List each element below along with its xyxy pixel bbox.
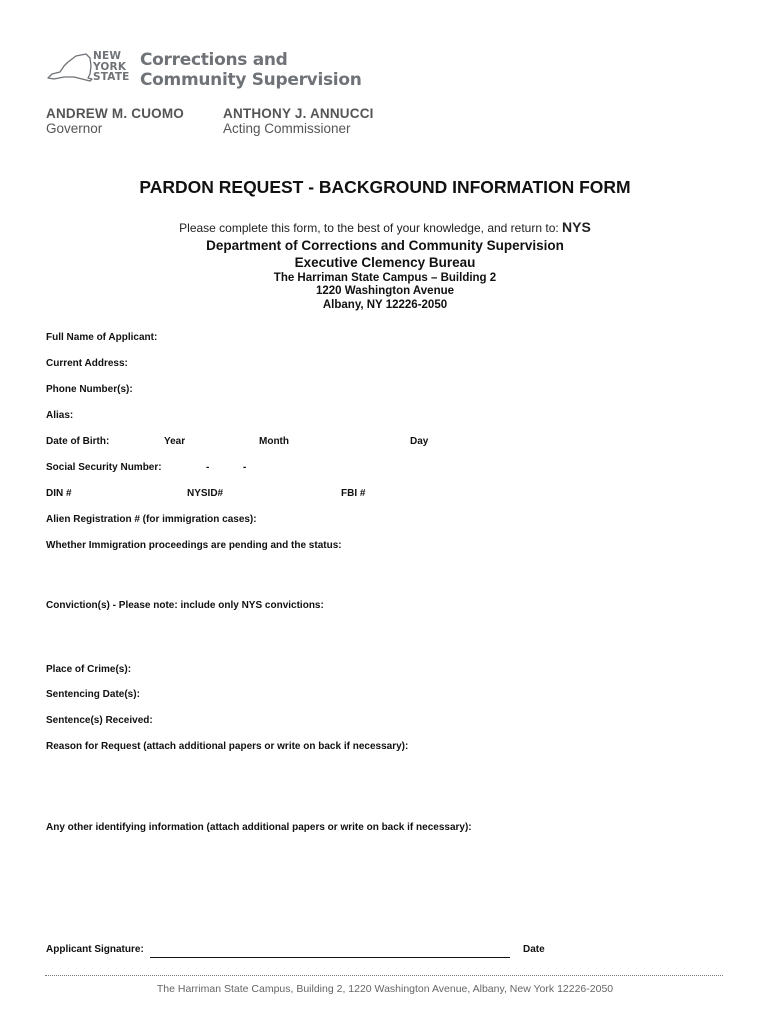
footer-address: The Harriman State Campus, Building 2, 1220 Washington Avenue, Albany, New York 12226-2050 [156, 983, 614, 995]
recipient-department: Department of Corrections and Community Supervision [206, 238, 564, 253]
applicant-signature-label: Applicant Signature: [46, 944, 144, 955]
governor-title: Governor [46, 121, 103, 136]
recipient-bureau: Executive Clemency Bureau [294, 255, 476, 270]
full-name-label: Full Name of Applicant: [46, 332, 158, 343]
alias-label: Alias: [46, 410, 74, 421]
dob-month-label: Month [259, 436, 289, 447]
convictions-label: Conviction(s) - Please note: include only NYS convictions: [46, 600, 324, 611]
agency-logo-title: Corrections and Community Supervision [140, 50, 362, 90]
recipient-address-line-1: The Harriman State Campus – Building 2 [273, 272, 497, 284]
alien-registration-label: Alien Registration # (for immigration cases): [46, 514, 257, 525]
dob-day-label: Day [410, 436, 429, 447]
logo-state-wordmark: NEW YORK STATE [93, 50, 130, 83]
footer-divider [45, 975, 723, 976]
intro-nys: NYS [562, 219, 591, 235]
form-title: PARDON REQUEST - BACKGROUND INFORMATION FORM [139, 177, 631, 197]
governor-name: ANDREW M. CUOMO [46, 106, 184, 121]
other-identifying-info-label: Any other identifying information (attach additional papers or write on back if necessary): [46, 822, 472, 833]
date-of-birth-label: Date of Birth: [46, 436, 110, 447]
sentencing-dates-label: Sentencing Date(s): [46, 689, 140, 700]
phone-label: Phone Number(s): [46, 384, 133, 395]
immigration-status-label: Whether Immigration proceedings are pending and the status: [46, 540, 342, 551]
current-address-label: Current Address: [46, 358, 128, 369]
recipient-address-line-2: 1220 Washington Avenue [315, 285, 455, 297]
date-label: Date [523, 944, 545, 955]
recipient-address-line-3: Albany, NY 12226-2050 [322, 299, 448, 311]
dob-year-label: Year [164, 436, 186, 447]
intro-text [0, 219, 770, 235]
ssn-separator-1: - [206, 462, 210, 473]
ssn-separator-2: - [243, 462, 247, 473]
place-of-crime-label: Place of Crime(s): [46, 664, 132, 675]
reason-for-request-label: Reason for Request (attach additional papers or write on back if necessary): [46, 741, 409, 752]
nysid-label: NYSID# [187, 488, 224, 499]
intro-instructions: Please complete this form, to the best of your knowledge, and return to: [179, 221, 559, 235]
fbi-label: FBI # [341, 488, 366, 499]
signature-line[interactable] [150, 957, 510, 958]
ssn-label: Social Security Number: [46, 462, 162, 473]
new-york-state-map-icon [46, 52, 94, 84]
din-label: DIN # [46, 488, 72, 499]
sentences-received-label: Sentence(s) Received: [46, 715, 153, 726]
commissioner-name: ANTHONY J. ANNUCCI [223, 106, 374, 121]
commissioner-title: Acting Commissioner [223, 121, 351, 136]
